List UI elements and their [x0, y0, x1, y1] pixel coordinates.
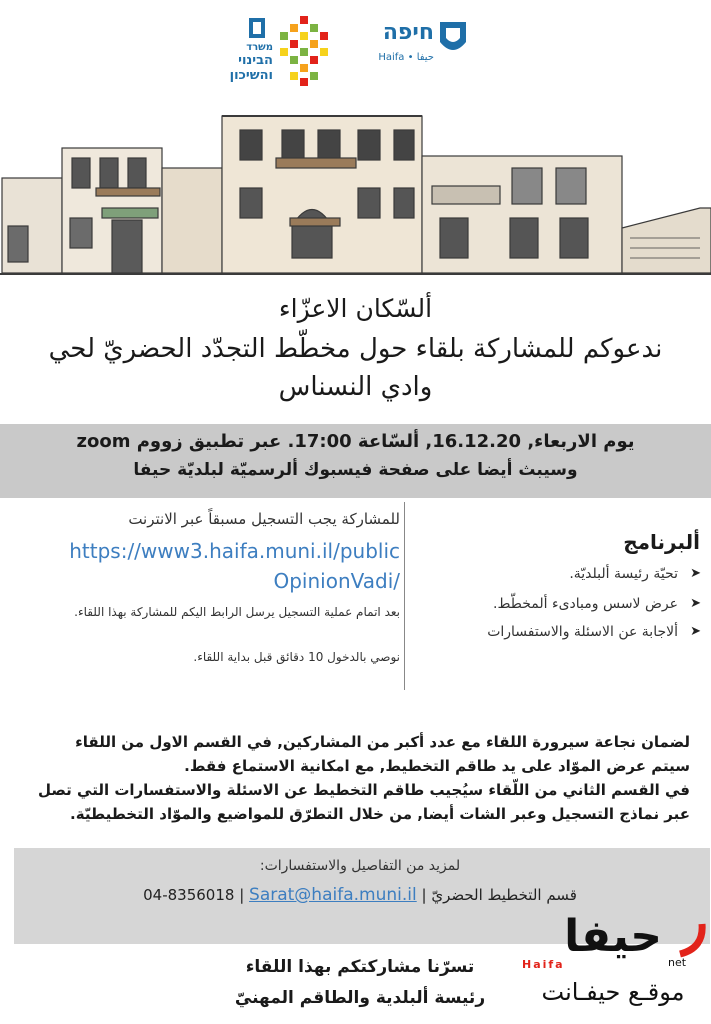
greeting-title: ألسّكان الاعزّاء	[278, 294, 433, 323]
arrival-note: نوصي بالدخول 10 دقائق قبل بداية اللقاء.	[193, 650, 400, 664]
paragraph-line: عبر نماذج التسجيل وعبر الشات أيضا, من خلال التطرّق للمواضيع والموّاد التخطيطيّة.	[70, 805, 690, 823]
chevron-right-icon: ➤	[690, 624, 701, 639]
email-link[interactable]: Sarat@haifa.muni.il	[249, 885, 417, 905]
meeting-date-time: يوم الاربعاء, 16.12.20, ألسّاعة 17:00. عبر تطبيق زووم zoom	[76, 431, 635, 452]
closing-line: تسرّنا مشاركتكم بهذا اللقاء	[245, 957, 475, 977]
registration-note: بعد اتمام عملية التسجيل يرسل الرابط اليكم للمشاركة بهذا اللقاء.	[74, 605, 400, 619]
ministry-name-line: משרד	[246, 42, 273, 53]
haifa-logo-text: חיפה	[382, 20, 434, 45]
invitation-line: وادي النسناس	[278, 372, 433, 402]
chevron-right-icon: ➤	[690, 596, 701, 611]
registration-link[interactable]	[24, 536, 400, 596]
ministry-name-line: והשיכון	[229, 68, 273, 83]
buildings-sketch	[0, 108, 711, 283]
separator: |	[239, 886, 250, 904]
watermark-site-name: موقـع حيفـانت	[541, 978, 685, 1006]
watermark-latin: Haifa	[522, 958, 565, 971]
haifanet-watermark	[518, 912, 708, 1022]
programme-item-label: عرض لاسس ومبادىء ألمخطّط.	[493, 596, 678, 612]
haifa-logo-subtext: Haifa • حيفا	[378, 52, 434, 63]
watermark-red-mark	[676, 918, 706, 958]
programme-item-label: ألاجابة عن الاسئلة والاستفسارات	[487, 624, 678, 640]
separator: |	[416, 886, 427, 904]
facebook-broadcast-note: وسيبث أيضا على صفحة فيسبوك ألرسميّة لبلديّة حيفا	[133, 460, 578, 480]
meeting-format-paragraph	[30, 730, 690, 826]
department-name: قسم التخطيط الحضريّ	[431, 886, 577, 904]
contact-title: لمزيد من التفاصيل والاستفسارات:	[259, 858, 461, 874]
watermark-brand: حيفا	[564, 911, 662, 962]
registration-link-line[interactable]: https://www3.haifa.muni.il/public	[69, 539, 400, 563]
watermark-net: net	[668, 956, 687, 969]
programme-item	[410, 566, 700, 582]
programme-item	[410, 624, 700, 640]
programme-item	[410, 596, 700, 612]
signature-line: رئيسة ألبلدية والطاقم المهنيّ	[234, 988, 486, 1008]
paragraph-line: في القسم الثاني من اللّقاء سيُجيب طاقم التخطيط عن الاسئلة والاستفسارات التي تصل	[38, 781, 690, 799]
ministry-name-line: הבינוי	[238, 53, 273, 68]
invitation-line: ندعوكم للمشاركة بلقاء حول مخطّط التجدّد الحضريّ لحي	[48, 334, 663, 364]
ministry-logo	[205, 18, 273, 88]
ministry-name	[205, 42, 273, 83]
programme-title: ألبرنامج	[623, 530, 700, 554]
chevron-right-icon: ➤	[690, 566, 701, 581]
haifa-municipality-logo	[358, 18, 470, 70]
paragraph-line: لضمان نجاعة سيرورة اللقاء مع عدد أكبر من المشاركين, في القسم الاول من اللقاء	[75, 733, 690, 751]
renewal-star-logo	[274, 14, 334, 88]
programme-item-label: تحيّة رئيسة ألبلديّة.	[569, 566, 678, 582]
contact-details	[60, 885, 660, 905]
paragraph-line: سيتم عرض الموّاد على يد طاقم التخطيط, مع امكانية الاستماع فقط.	[184, 757, 690, 775]
registration-link-line[interactable]: OpinionVadi/	[273, 569, 400, 593]
registration-title: للمشاركة يجب التسجيل مسبقاً عبر الانترنت	[128, 510, 400, 528]
phone-number[interactable]: 04-8356018	[143, 886, 235, 904]
invitation-text	[30, 330, 681, 406]
